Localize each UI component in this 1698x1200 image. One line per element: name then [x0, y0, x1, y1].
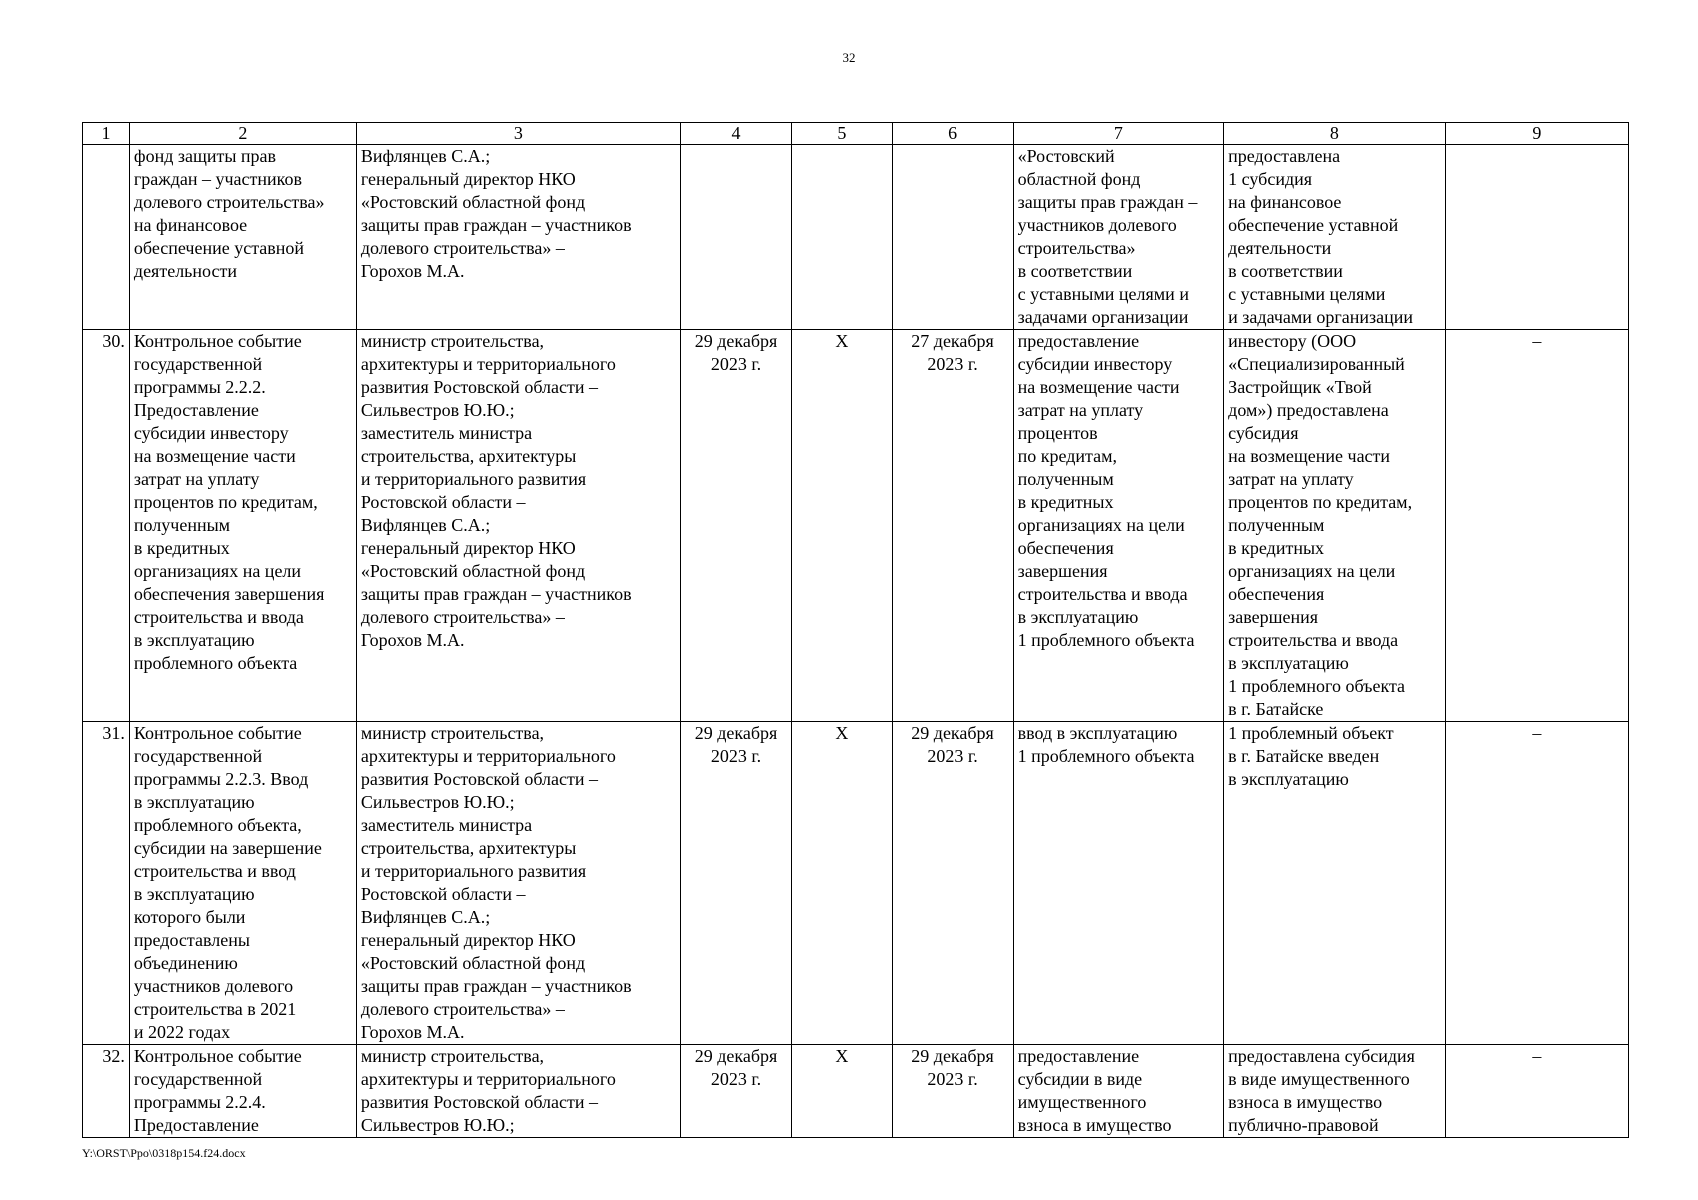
expected-result-cell: ввод в эксплуатацию 1 проблемного объекта — [1013, 722, 1224, 1045]
row-number-cell: 31. — [83, 722, 130, 1045]
expected-result-cell: предоставление субсидии инвестору на возмещение части затрат на уплату процентов по кредитам, полученным в кредитных организациях на цели обеспечения завершения строительства и ввода в эксплуатацию 1 проблемного объекта — [1013, 330, 1224, 722]
notes-cell — [1445, 145, 1628, 330]
table-row-30 — [83, 330, 1629, 722]
table-row-32 — [83, 1045, 1629, 1138]
planned-date-cell: 29 декабря 2023 г. — [680, 330, 791, 722]
responsible-cell: Вифлянцев С.А.; генеральный директор НКО «Ростовский областной фонд защиты прав граждан – участников долевого строительства» – Горохов М.А. — [356, 145, 680, 330]
page-number: 32 — [842, 50, 856, 65]
responsible-cell: министр строительства, архитектуры и территориального развития Ростовской области – Сильвестров Ю.Ю.; заместитель министра строительства, архитектуры и территориального развития Ростовской области – Вифлянцев С.А.; генеральный директор НКО «Ростовский областной фонд защиты прав граждан – участников долевого строительства» – Горохов М.А. — [356, 722, 680, 1045]
notes-cell: – — [1445, 330, 1628, 722]
event-cell: Контрольное событие государственной программы 2.2.3. Ввод в эксплуатацию проблемного объекта, субсидии на завершение строительства и ввод в эксплуатацию которого были предоставлены объединению участников долевого строительства в 2021 и 2022 годах — [129, 722, 356, 1045]
column-number-6: 6 — [892, 123, 1013, 145]
row-number-cell — [83, 145, 130, 330]
planned-date-cell: 29 декабря 2023 г. — [680, 722, 791, 1045]
column-number-8: 8 — [1224, 123, 1445, 145]
actual-result-cell: инвестору (ООО «Специализированный Застройщик «Твой дом») предоставлена субсидия на возмещение части затрат на уплату процентов по кредитам, полученным в кредитных организациях на цели обеспечения завершения строительства и ввода в эксплуатацию 1 проблемного объекта в г. Батайске — [1224, 330, 1445, 722]
actual-result-cell: предоставлена 1 субсидия на финансовое обеспечение уставной деятельности в соответствии с уставными целями и задачами организации — [1224, 145, 1445, 330]
column-5-cell: Х — [792, 1045, 892, 1138]
row-number-cell: 30. — [83, 330, 130, 722]
actual-result-cell: 1 проблемный объект в г. Батайске введен в эксплуатацию — [1224, 722, 1445, 1045]
table-row-continuation — [83, 145, 1629, 330]
actual-result-cell: предоставлена субсидия в виде имущественного взноса в имущество публично-правовой — [1224, 1045, 1445, 1138]
column-5-cell: Х — [792, 722, 892, 1045]
column-number-4: 4 — [680, 123, 791, 145]
column-number-5: 5 — [792, 123, 892, 145]
file-path-footer: Y:\ORST\Ppo\0318p154.f24.docx — [82, 1146, 246, 1160]
control-events-table — [82, 122, 1629, 1138]
expected-result-cell: предоставление субсидии в виде имущественного взноса в имущество — [1013, 1045, 1224, 1138]
actual-date-cell — [892, 145, 1013, 330]
event-cell: фонд защиты прав граждан – участников долевого строительства» на финансовое обеспечение уставной деятельности — [129, 145, 356, 330]
table-row-31 — [83, 722, 1629, 1045]
actual-date-cell: 29 декабря 2023 г. — [892, 1045, 1013, 1138]
event-cell: Контрольное событие государственной программы 2.2.4. Предоставление — [129, 1045, 356, 1138]
notes-cell: – — [1445, 1045, 1628, 1138]
column-5-cell: Х — [792, 330, 892, 722]
row-number-cell: 32. — [83, 1045, 130, 1138]
actual-date-cell: 29 декабря 2023 г. — [892, 722, 1013, 1045]
column-number-9: 9 — [1445, 123, 1628, 145]
column-5-cell — [792, 145, 892, 330]
planned-date-cell — [680, 145, 791, 330]
column-number-3: 3 — [356, 123, 680, 145]
actual-date-cell: 27 декабря 2023 г. — [892, 330, 1013, 722]
event-cell: Контрольное событие государственной программы 2.2.2. Предоставление субсидии инвестору на возмещение части затрат на уплату процентов по кредитам, полученным в кредитных организациях на цели обеспечения завершения строительства и ввода в эксплуатацию проблемного объекта — [129, 330, 356, 722]
column-number-1: 1 — [83, 123, 130, 145]
planned-date-cell: 29 декабря 2023 г. — [680, 1045, 791, 1138]
notes-cell: – — [1445, 722, 1628, 1045]
expected-result-cell: «Ростовский областной фонд защиты прав граждан – участников долевого строительства» в соответствии с уставными целями и задачами организации — [1013, 145, 1224, 330]
responsible-cell: министр строительства, архитектуры и территориального развития Ростовской области – Сильвестров Ю.Ю.; заместитель министра строительства, архитектуры и территориального развития Ростовской области – Вифлянцев С.А.; генеральный директор НКО «Ростовский областной фонд защиты прав граждан – участников долевого строительства» – Горохов М.А. — [356, 330, 680, 722]
responsible-cell: министр строительства, архитектуры и территориального развития Ростовской области – Сильвестров Ю.Ю.; — [356, 1045, 680, 1138]
table-header-row — [83, 123, 1629, 145]
column-number-7: 7 — [1013, 123, 1224, 145]
column-number-2: 2 — [129, 123, 356, 145]
